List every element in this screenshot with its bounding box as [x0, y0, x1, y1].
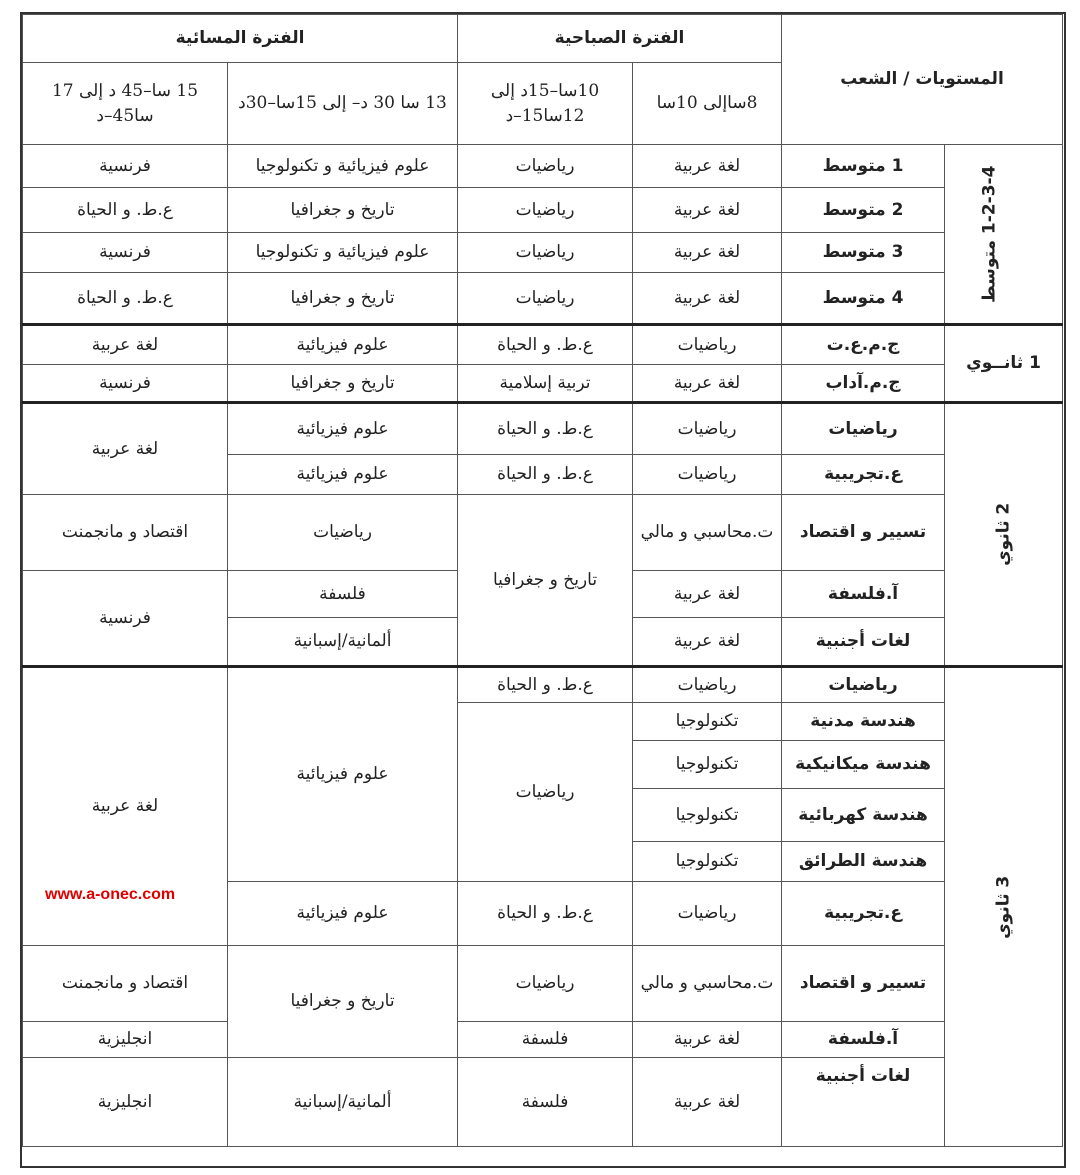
level-name: ع.تجريبية: [782, 455, 945, 495]
slot-4-header: 15 سا–45 د إلى 17 سا45–د: [23, 63, 228, 145]
subject-cell: لغة عربية: [633, 188, 782, 233]
level-name: تسيير و اقتصاد: [782, 495, 945, 571]
subject-cell: لغة عربية: [633, 1022, 782, 1058]
subject-cell: تاريخ و جغرافيا: [458, 495, 633, 667]
subject-cell: رياضيات: [633, 667, 782, 703]
slot-1-header: 8ساإلى 10سا: [633, 63, 782, 145]
group-sec2-label: 2 ثانوي: [993, 502, 1014, 567]
subject-cell: فرنسية: [23, 233, 228, 273]
subject-cell: ع.ط. و الحياة: [458, 325, 633, 365]
subject-cell: رياضيات: [458, 273, 633, 325]
subject-cell: تكنولوجيا: [633, 842, 782, 882]
subject-cell: علوم فيزيائية: [228, 403, 458, 455]
subject-cell: ع.ط. و الحياة: [458, 403, 633, 455]
subject-cell: رياضيات: [633, 403, 782, 455]
subject-cell: فلسفة: [458, 1058, 633, 1147]
subject-cell: ع.ط. و الحياة: [458, 667, 633, 703]
level-name: رياضيات: [782, 403, 945, 455]
level-name: لغات أجنبية: [782, 1058, 945, 1147]
subject-cell: رياضيات: [458, 188, 633, 233]
subject-cell: تكنولوجيا: [633, 741, 782, 789]
group-sec1: 1 ثانــوي: [945, 325, 1063, 403]
level-name: 2 متوسط: [782, 188, 945, 233]
subject-cell: ت.محاسبي و مالي: [633, 495, 782, 571]
subject-cell: تاريخ و جغرافيا: [228, 273, 458, 325]
level-name: هندسة كهربائية: [782, 789, 945, 842]
group-sec3: [945, 667, 1063, 1147]
subject-cell: اقتصاد و مانجمنت: [23, 946, 228, 1022]
subject-cell: لغة عربية: [633, 273, 782, 325]
subject-cell: انجليزية: [23, 1058, 228, 1147]
subject-cell: فلسفة: [458, 1022, 633, 1058]
slot-2-header: 10سا–15د إلى 12سا15–د: [458, 63, 633, 145]
subject-cell: تاريخ و جغرافيا: [228, 365, 458, 403]
level-name: رياضيات: [782, 667, 945, 703]
subject-cell: تاريخ و جغرافيا: [228, 188, 458, 233]
subject-cell: تكنولوجيا: [633, 789, 782, 842]
subject-cell: اقتصاد و مانجمنت: [23, 495, 228, 571]
subject-cell: ت.محاسبي و مالي: [633, 946, 782, 1022]
subject-cell: تاريخ و جغرافيا: [228, 946, 458, 1058]
morning-period-header: الفترة الصباحية: [458, 15, 782, 63]
level-name: تسيير و اقتصاد: [782, 946, 945, 1022]
subject-cell: لغة عربية: [633, 145, 782, 188]
subject-cell: رياضيات: [458, 233, 633, 273]
subject-cell: لغة عربية: [23, 667, 228, 946]
subject-cell: علوم فيزيائية و تكنولوجيا: [228, 145, 458, 188]
exam-schedule-sheet: [22, 14, 1062, 1164]
subject-cell: فرنسية: [23, 571, 228, 667]
subject-cell: لغة عربية: [23, 403, 228, 495]
level-name: هندسة الطرائق: [782, 842, 945, 882]
subject-cell: رياضيات: [458, 946, 633, 1022]
group-middle-label: 1-2-3-4 متوسط: [978, 165, 999, 303]
subject-cell: علوم فيزيائية: [228, 455, 458, 495]
subject-cell: فلسفة: [228, 571, 458, 618]
subject-cell: رياضيات: [228, 495, 458, 571]
level-name: آ.فلسفة: [782, 1022, 945, 1058]
subject-cell: رياضيات: [633, 455, 782, 495]
slot-3-header: 13 سا 30 د– إلى 15سا–30د: [228, 63, 458, 145]
subject-cell: تكنولوجيا: [633, 703, 782, 741]
subject-cell: رياضيات: [458, 145, 633, 188]
subject-cell: تربية إسلامية: [458, 365, 633, 403]
subject-cell: لغة عربية: [633, 1058, 782, 1147]
subject-cell: رياضيات: [458, 703, 633, 882]
subject-cell: لغة عربية: [633, 365, 782, 403]
group-sec2: [945, 403, 1063, 667]
levels-header: المستويات / الشعب: [782, 15, 1063, 145]
subject-cell: لغة عربية: [23, 325, 228, 365]
subject-cell: رياضيات: [633, 325, 782, 365]
group-middle: [945, 145, 1063, 325]
evening-period-header: الفترة المسائية: [23, 15, 458, 63]
level-name: 3 متوسط: [782, 233, 945, 273]
level-name: ج.م.ع.ت: [782, 325, 945, 365]
subject-cell: ع.ط. و الحياة: [458, 882, 633, 946]
level-name: هندسة مدنية: [782, 703, 945, 741]
subject-cell: لغة عربية: [633, 571, 782, 618]
subject-cell: ع.ط. و الحياة: [458, 455, 633, 495]
subject-cell: ألمانية/إسبانية: [228, 618, 458, 667]
exam-schedule-table: [22, 14, 1063, 1147]
subject-cell: انجليزية: [23, 1022, 228, 1058]
subject-cell: فرنسية: [23, 365, 228, 403]
subject-cell: رياضيات: [633, 882, 782, 946]
group-sec3-label: 3 ثانوي: [993, 875, 1014, 939]
subject-cell: علوم فيزيائية: [228, 882, 458, 946]
level-name: آ.فلسفة: [782, 571, 945, 618]
level-name: لغات أجنبية: [782, 618, 945, 667]
level-name: ع.تجريبية: [782, 882, 945, 946]
subject-cell: ع.ط. و الحياة: [23, 273, 228, 325]
subject-cell: لغة عربية: [633, 233, 782, 273]
level-name: ج.م.آداب: [782, 365, 945, 403]
subject-cell: ع.ط. و الحياة: [23, 188, 228, 233]
watermark-link[interactable]: www.a-onec.com: [45, 886, 176, 903]
subject-cell: علوم فيزيائية: [228, 325, 458, 365]
subject-cell: فرنسية: [23, 145, 228, 188]
subject-cell: لغة عربية: [633, 618, 782, 667]
level-name: هندسة ميكانيكية: [782, 741, 945, 789]
level-name: 4 متوسط: [782, 273, 945, 325]
subject-cell: ألمانية/إسبانية: [228, 1058, 458, 1147]
subject-cell: علوم فيزيائية: [228, 667, 458, 882]
subject-cell: علوم فيزيائية و تكنولوجيا: [228, 233, 458, 273]
level-name: 1 متوسط: [782, 145, 945, 188]
